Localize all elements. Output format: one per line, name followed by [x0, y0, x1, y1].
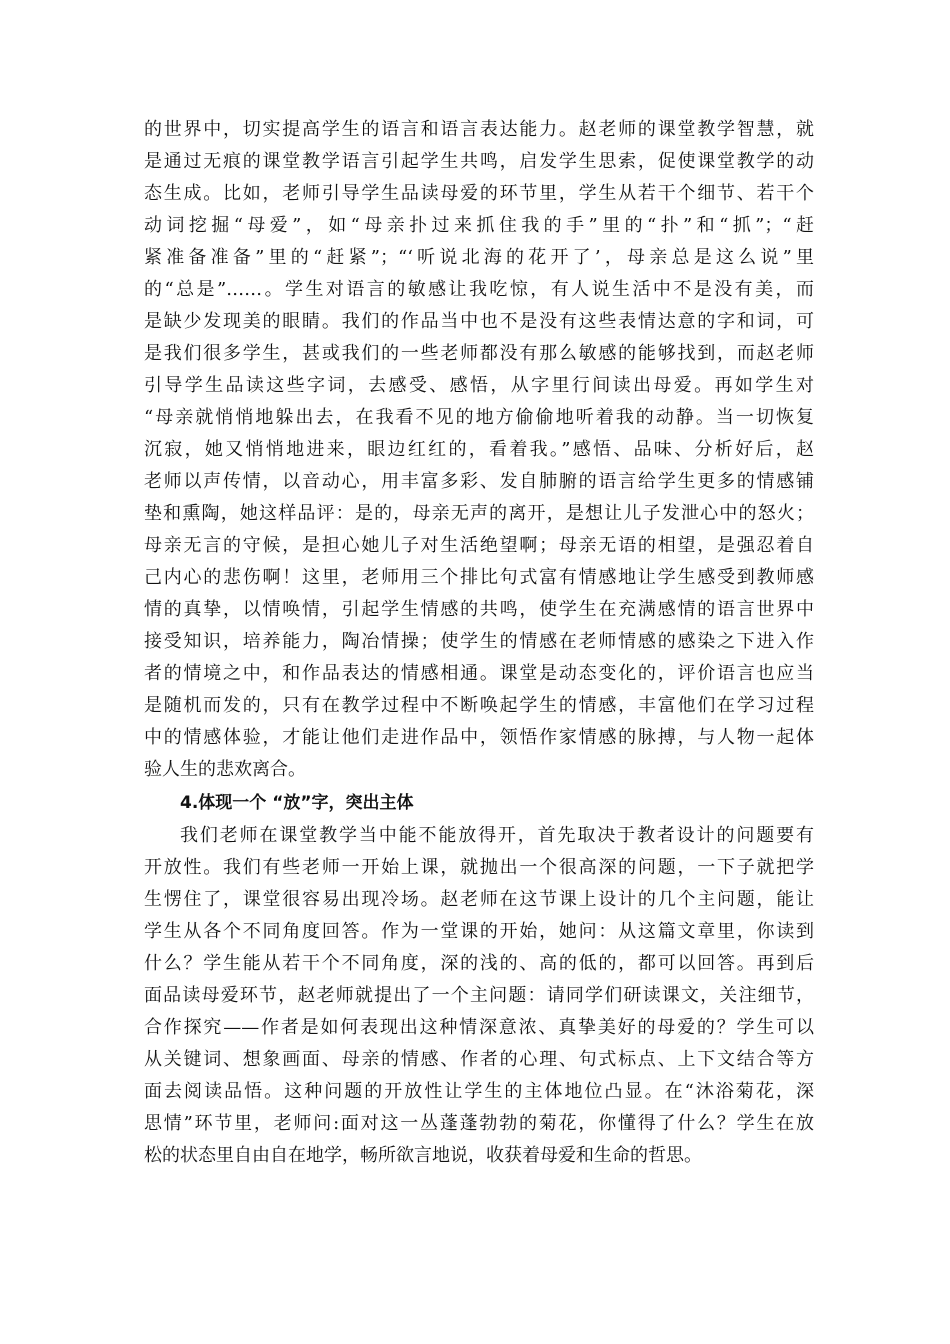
text-line: 态生成。比如，老师引导学生品读母爱的环节里，学生从若干个细节、若干个	[144, 183, 814, 204]
text-line: 引导学生品读这些字词，去感受、感悟，从字里行间读出母爱。再如学生对	[144, 375, 814, 396]
text-line: 从关键词、想象画面、母亲的情感、作者的心理、句式标点、上下文结合等方	[144, 1049, 814, 1070]
text-line: 是我们很多学生，甚或我们的一些老师都没有那么敏感的能够找到，而赵老师	[144, 343, 814, 364]
text-line: 动词挖掘“母爱”，如“母亲扑过来抓住我的手”里的“扑”和“抓”；“赶	[144, 215, 814, 236]
text-line: “母亲就悄悄地躲出去，在我看不见的地方偷偷地听着我的动静。当一切恢复	[144, 407, 814, 428]
text-line: 松的状态里自由自在地学，畅所欲言地说，收获着母爱和生命的哲思。	[144, 1145, 702, 1166]
text-line: 垫和熏陶，她这样品评：是的，母亲无声的离开，是想让儿子发泄心中的怒火；	[144, 503, 814, 524]
text-line: 情的真挚，以情唤情，引起学生情感的共鸣，使学生在充满感情的语言世界中	[144, 599, 814, 620]
text-line: 面品读母爱环节，赵老师就提出了一个主问题：请同学们研读课文，关注细节，	[144, 985, 814, 1006]
document-body	[144, 114, 814, 1172]
text-line: 接受知识，培养能力，陶冶情操；使学生的情感在老师情感的感染之下进入作	[144, 631, 814, 652]
text-line: 母亲无言的守候，是担心她儿子对生活绝望啊；母亲无语的相望，是强忍着自	[144, 535, 814, 556]
text-line: 是随机而发的，只有在教学过程中不断唤起学生的情感，丰富他们在学习过程	[144, 695, 814, 716]
text-line: 验人生的悲欢离合。	[144, 759, 306, 780]
text-line: 者的情境之中，和作品表达的情感相通。课堂是动态变化的，评价语言也应当	[144, 663, 814, 684]
text-line: 的世界中，切实提高学生的语言和语言表达能力。赵老师的课堂教学智慧，就	[144, 119, 814, 140]
text-line: 中的情感体验，才能让他们走进作品中，领悟作家情感的脉搏，与人物一起体	[144, 727, 814, 748]
text-line: 思情”环节里，老师问:面对这一丛蓬蓬勃勃的菊花，你懂得了什么？学生在放	[144, 1113, 814, 1134]
text-line: 是缺少发现美的眼睛。我们的作品当中也不是没有这些表情达意的字和词，可	[144, 311, 814, 332]
text-line: 己内心的悲伤啊！这里，老师用三个排比句式富有情感地让学生感受到教师感	[144, 567, 814, 588]
text-line: 老师以声传情，以音动心，用丰富多彩、发自肺腑的语言给学生更多的情感铺	[144, 471, 814, 492]
text-line: 合作探究——作者是如何表现出这种情深意浓、真挚美好的母爱的？学生可以	[144, 1017, 814, 1038]
text-line: 面去阅读品悟。这种问题的开放性让学生的主体地位凸显。在“沐浴菊花，深	[144, 1081, 814, 1102]
text-line: 学生从各个不同角度回答。作为一堂课的开始，她问：从这篇文章里，你读到	[144, 921, 814, 942]
text-line: 什么？学生能从若干个不同角度，深的浅的、高的低的，都可以回答。再到后	[144, 953, 814, 974]
text-line: 沉寂，她又悄悄地进来，眼边红红的，看着我。”感悟、品味、分析好后，赵	[144, 439, 814, 460]
text-line: 是通过无痕的课堂教学语言引起学生共鸣，启发学生思索，促使课堂教学的动	[144, 151, 814, 172]
paragraph-open-questions	[144, 820, 814, 1172]
paragraph-evaluation-language	[144, 114, 814, 786]
text-line: 开放性。我们有些老师一开始上课，就抛出一个很高深的问题，一下子就把学	[144, 857, 814, 878]
text-line: 的“总是”……。学生对语言的敏感让我吃惊，有人说生活中不是没有美，而	[144, 279, 814, 300]
section-heading: 4.体现一个 “放”字，突出主体	[180, 793, 414, 813]
text-line: 紧准备准备”里的“赶紧”；“‘听说北海的花开了’，母亲总是这么说”里	[144, 247, 814, 268]
text-line: 我们老师在课堂教学当中能不能放得开，首先取决于教者设计的问题要有	[180, 825, 814, 846]
text-line: 生愣住了，课堂很容易出现冷场。赵老师在这节课上设计的几个主问题，能让	[144, 889, 814, 910]
